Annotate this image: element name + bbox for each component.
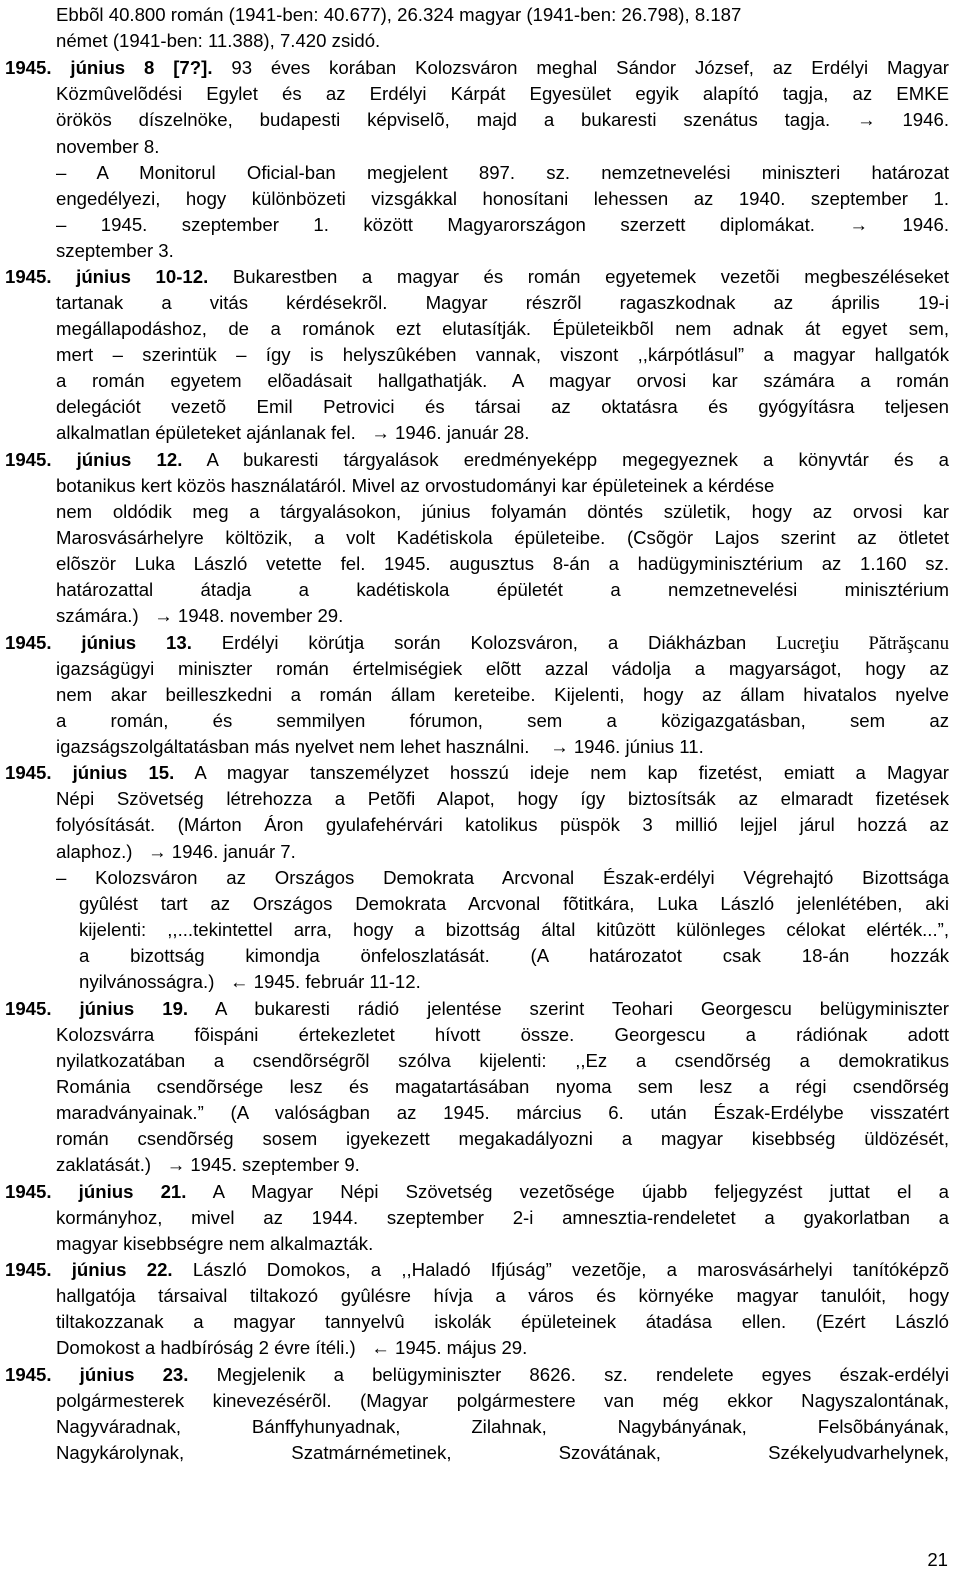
cross-reference-arrow-icon: → (849, 214, 869, 235)
text-line: 1945. június 8 [7?]. 93 éves korában Kolozsváron meghal Sándor József, az Erdélyi Magyar (5, 57, 949, 78)
text-line: Kolozsvárra fõispáni értekezletet hívott össze. Georgescu a rádiónak adott (56, 1024, 949, 1045)
text-line: mert – szerintük – így is helyszûkében vannak, viszont ,,kárpótlásul” a magyar hallgatók (56, 344, 949, 365)
cross-reference-arrow-icon: → (154, 605, 173, 626)
text-line: – 1945. szeptember 1. között Magyarországon szerzett diplomákat. → 1946. (56, 212, 949, 238)
text-line: Domokost a hadbíróság 2 évre ítéli.) ← 1945. május 29. (56, 1335, 949, 1361)
text-line: november 8. (56, 136, 160, 157)
cross-reference-arrow-icon: ← (229, 971, 249, 992)
text-line: 1945. június 12. A bukaresti tárgyalások eredményeképp megegyeznek a könyvtár és a (5, 449, 949, 470)
cross-reference-arrow-icon: → (148, 841, 167, 862)
cross-reference-arrow-icon: → (857, 109, 876, 130)
text-line: botanikus kert közös használatáról. Mivel az orvostudományi kar épületeinek a kérdése (56, 475, 775, 496)
text-line: folyósítását. (Márton Áron gyulafehérvári katolikus püspök 3 millió lejjel járul hozzá az (56, 814, 949, 835)
text-line: nem oldódik meg a tárgyalásokon, június folyamán döntés születik, hogy az orvosi kar (56, 501, 949, 522)
text-line: 1945. június 23. Megjelenik a belügyminiszter 8626. sz. rendelete egyes észak-erdélyi (5, 1364, 949, 1385)
entry-date: 1945. június 13. (5, 632, 192, 653)
text-line: igazságszolgáltatásban más nyelvet nem lehet használni. → 1946. június 11. (56, 734, 949, 760)
text-line: delegációt vezetõ Emil Petrovici és társai az oktatásra és gyógyításra teljesen (56, 396, 949, 417)
text-line: a bizottság kimondja önfeloszlatását. (A határozatot csak 18-án hozzák (79, 945, 949, 966)
entry-date: 1945. június 10-12. (5, 266, 209, 287)
text-line: Népi Szövetség létrehozza a Petõfi Alapot, hogy így biztosítsák az elmaradt fizetések (56, 788, 949, 809)
page-number: 21 (927, 1549, 948, 1570)
entry-date: 1945. június 8 [7?]. (5, 57, 213, 78)
text-line: nyilvánosságra.) ← 1945. február 11-12. (79, 969, 949, 995)
text-line: megállapodáshoz, de a románok ezt elutasítják. Épületeikbõl nem adnak át egyet sem, (56, 318, 949, 339)
entry-date: 1945. június 21. (5, 1181, 187, 1202)
text-line: magyar kisebbségre nem alkalmazták. (56, 1233, 374, 1254)
text-line: román csendõrség sosem igyekezett megakadályozni a magyar kisebbség üldözését, (56, 1128, 949, 1149)
text-line: maradványainak.” (A valóságban az 1945. március 6. után Észak-Erdélybe visszatért (56, 1102, 949, 1123)
text-line: 1945. június 21. A Magyar Népi Szövetség vezetõsége újabb feljegyzést juttat el a (5, 1181, 949, 1202)
entry-date: 1945. június 12. (5, 449, 183, 470)
text-line: – A Monitorul Oficial-ban megjelent 897. sz. nemzetnevelési miniszteri határozat (56, 162, 949, 183)
cross-reference-arrow-icon: → (166, 1154, 186, 1175)
text-line: nem akar beilleszkedni a román állam kereteibe. Kijelenti, hogy az állam hivatalos nyelve (56, 684, 949, 705)
text-line: – Kolozsváron az Országos Demokrata Arcvonal Észak-erdélyi Végrehajtó Bizottsága (56, 867, 949, 888)
text-line: igazságügyi miniszter román értelmiségiek elõtt azzal vádolja a magyarságot, hogy az (56, 658, 949, 679)
text-line: alkalmatlan épületeket ajánlanak fel. → 1946. január 28. (56, 420, 949, 446)
entry-date: 1945. június 22. (5, 1259, 173, 1280)
text-line: Marosvásárhelyre költözik, a volt Kadétiskola épületeibe. (Csõgör Lajos szerint az ötletet (56, 527, 949, 548)
text-line: kormányhoz, mivel az 1944. szeptember 2-i amnesztia-rendeletet a gyakorlatban a (56, 1207, 949, 1228)
text-line: polgármesterek kinevezésérõl. (Magyar polgármestere van még ekkor Nagyszalontának, (56, 1390, 949, 1411)
text-line: kijelenti: ,,...tekintettel arra, hogy a bizottság által kitûzött különleges célokat elérték...”, (79, 919, 949, 940)
text-line: gyûlést tart az Országos Demokrata Arcvonal fõtitkára, Luka László jelenlétében, aki (79, 893, 949, 914)
text-line: engedélyezi, hogy különbözeti vizsgákkal honosítani lehessen az 1940. szeptember 1. (56, 188, 949, 209)
cross-reference-arrow-icon: → (371, 422, 390, 443)
text-line: Nagykárolynak, Szatmárnémetinek, Szovátának, Székelyudvarhelynek, (56, 1442, 949, 1463)
text-line: határozattal átadja a kadétiskola épületét a nemzetnevelési minisztérium (56, 579, 949, 600)
text-line: tiltakozzanak a magyar tannyelvû iskolák épületeinek átadása ellen. (Ezért László (56, 1311, 949, 1332)
cross-reference-arrow-icon: → (550, 736, 569, 757)
entry-date: 1945. június 15. (5, 762, 175, 783)
text-line: 1945. június 15. A magyar tanszemélyzet hosszú ideje nem kap fizetést, emiatt a Magyar (5, 762, 949, 783)
entry-date: 1945. június 19. (5, 998, 189, 1019)
text-line: Ebbõl 40.800 román (1941-ben: 40.677), 26.324 magyar (1941-ben: 26.798), 8.187 (56, 4, 742, 25)
text-line: Nagyváradnak, Bánffyhunyadnak, Zilahnak, Nagybányának, Felsõbányának, (56, 1416, 949, 1437)
text-line: 1945. június 19. A bukaresti rádió jelentése szerint Teohari Georgescu belügyminiszter (5, 998, 949, 1019)
text-line: örökös díszelnöke, budapesti képviselõ, majd a bukaresti szenátus tagja. → 1946. (56, 107, 949, 133)
text-line: nyilatkozatában a csendõrségrõl szólva kijelenti: ,,Ez a csendõrség a demokratikus (56, 1050, 949, 1071)
text-line: alaphoz.) → 1946. január 7. (56, 839, 949, 865)
text-line: 1945. június 10-12. Bukarestben a magyar és román egyetemek vezetõi megbeszéléseket (5, 266, 949, 287)
text-line: számára.) → 1948. november 29. (56, 603, 949, 629)
text-line: szeptember 3. (56, 240, 174, 261)
text-line: 1945. június 13. Erdélyi körútja során Kolozsváron, a Diákházban Lucreţiu Pătrăşcanu (5, 632, 949, 654)
text-line: 1945. június 22. László Domokos, a ,,Haladó Ifjúság” vezetõje, a marosvásárhelyi tanítóképzõ (5, 1259, 949, 1280)
text-line: zaklatását.) → 1945. szeptember 9. (56, 1152, 949, 1178)
text-line: elõször Luka László vetette fel. 1945. augusztus 8-án a hadügyminisztérium az 1.160 sz. (56, 553, 949, 574)
text-line: német (1941-ben: 11.388), 7.420 zsidó. (56, 30, 381, 51)
entry-date: 1945. június 23. (5, 1364, 189, 1385)
text-line: a román egyetem elõadásait hallgathatják. A magyar orvosi kar számára a román (56, 370, 949, 391)
cross-reference-arrow-icon: ← (371, 1337, 390, 1358)
text-line: a román, és semmilyen fórumon, sem a közigazgatásban, sem az (56, 710, 949, 731)
text-line: tartanak a vitás kérdésekrõl. Magyar részrõl ragaszkodnak az április 19-i (56, 292, 949, 313)
text-line: Románia csendõrsége lesz és magatartásában nyoma sem lesz a régi csendõrség (56, 1076, 949, 1097)
text-line: Közmûvelõdési Egylet és az Erdélyi Kárpát Egyesület egyik alapító tagja, az EMKE (56, 83, 949, 104)
text-line: hallgatója társaival tiltakozó gyûlésre hívja a város és környéke magyar tanulóit, hogy (56, 1285, 949, 1306)
